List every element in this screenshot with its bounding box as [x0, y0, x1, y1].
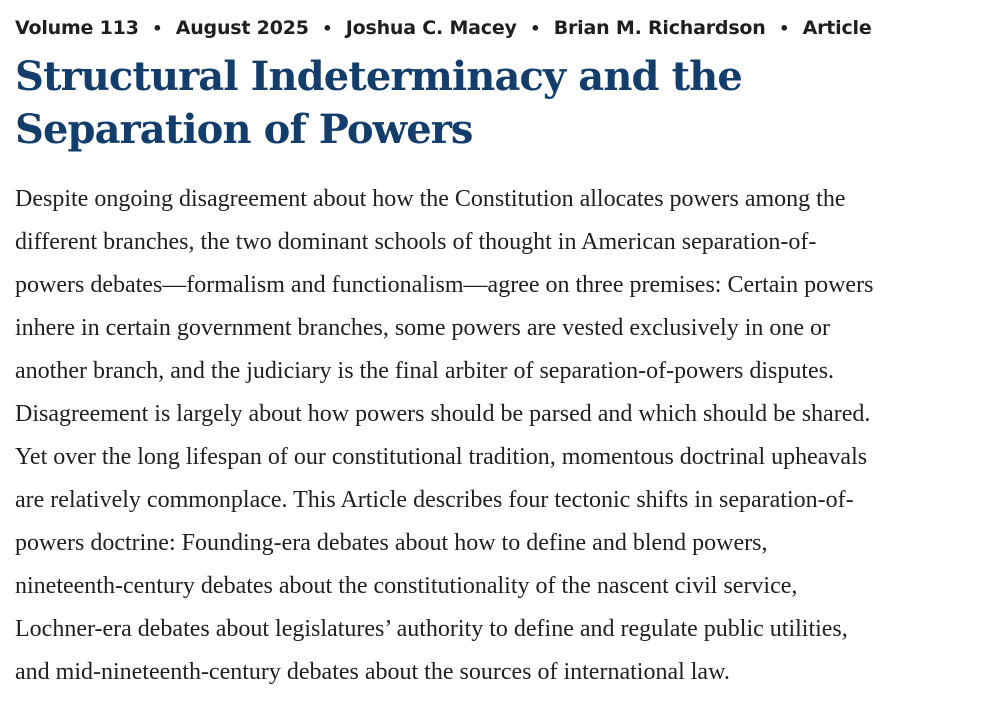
abstract-line: Yet over the long lifespan of our constitutional tradition, momentous doctrinal upheavals: [15, 444, 868, 470]
abstract-line: Despite ongoing disagreement about how the Constitution allocates powers among the: [15, 186, 846, 212]
article-abstract: [15, 178, 990, 694]
abstract-line: Lochner-era debates about legislatures’ authority to define and regulate public utilities,: [15, 616, 848, 642]
meta-date: August 2025: [175, 17, 309, 39]
abstract-line: powers doctrine: Founding-era debates about how to define and blend powers,: [15, 530, 768, 556]
abstract-line: Disagreement is largely about how powers should be parsed and which should be shared.: [15, 401, 871, 427]
abstract-line: are relatively commonplace. This Article describes four tectonic shifts in separation-of-: [15, 487, 854, 513]
abstract-line: powers debates—formalism and functionalism—agree on three premises: Certain powers: [15, 272, 874, 298]
meta-separator: •: [530, 18, 541, 38]
abstract-line: different branches, the two dominant schools of thought in American separation-of-: [15, 229, 817, 255]
meta-separator: •: [779, 18, 790, 38]
article-meta-bar: [15, 15, 872, 41]
abstract-line: and mid-nineteenth-century debates about the sources of international law.: [15, 659, 730, 685]
article-title: Structural Indeterminacy and the Separation of Powers: [15, 53, 742, 153]
abstract-line: nineteenth-century debates about the constitutionality of the nascent civil service,: [15, 573, 798, 599]
abstract-line: another branch, and the judiciary is the final arbiter of separation-of-powers disputes.: [15, 358, 835, 384]
meta-separator: •: [322, 18, 333, 38]
meta-author-link[interactable]: Joshua C. Macey: [345, 17, 517, 39]
meta-volume: Volume 113: [15, 17, 139, 39]
meta-separator: •: [152, 18, 163, 38]
meta-author-link[interactable]: Brian M. Richardson: [553, 17, 766, 39]
meta-article-type: Article: [802, 17, 872, 39]
abstract-line: inhere in certain government branches, some powers are vested exclusively in one or: [15, 315, 831, 341]
